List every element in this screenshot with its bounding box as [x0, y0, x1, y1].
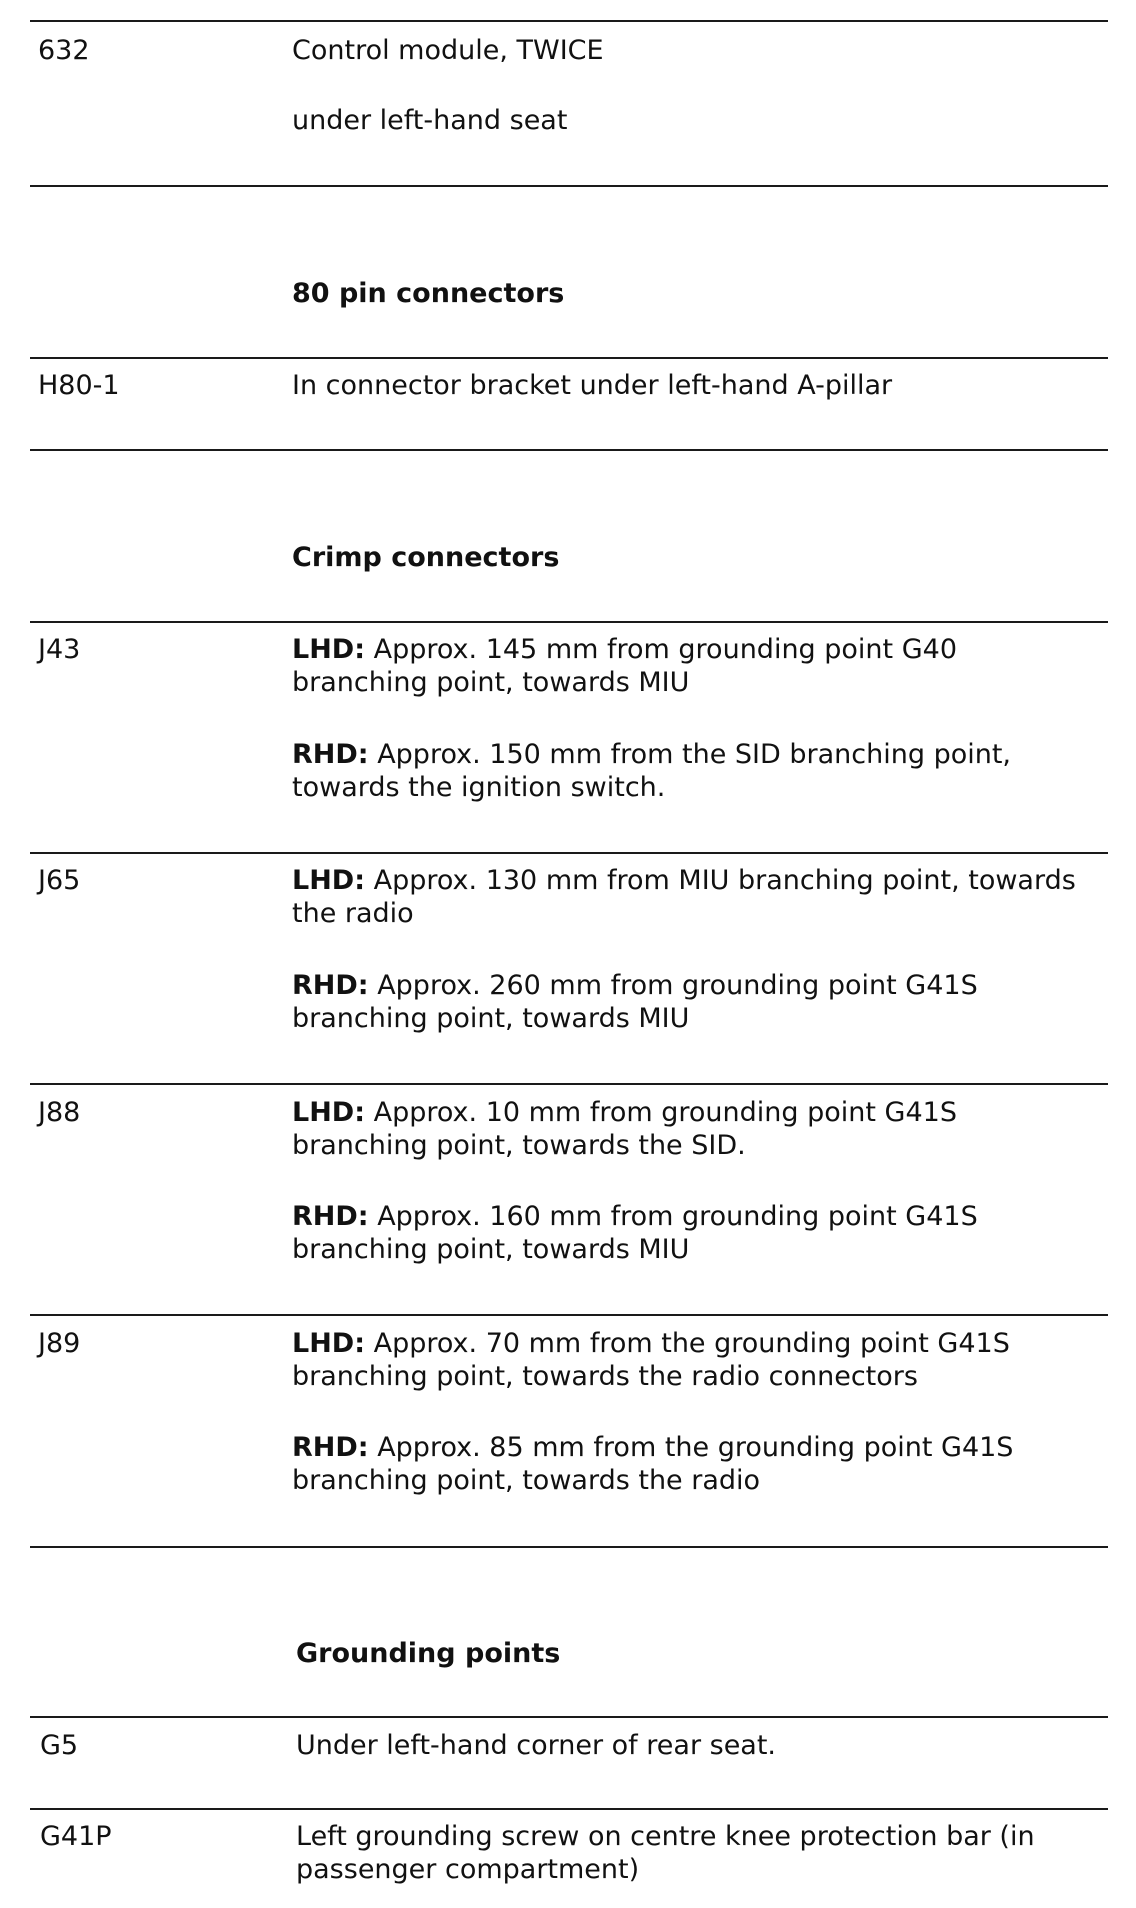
component-location: Left grounding screw on centre knee protection bar (in passenger compartment) — [296, 1821, 1035, 1885]
lhd-label: LHD: — [292, 865, 366, 896]
lhd-location — [292, 1096, 1092, 1162]
row-divider — [30, 1083, 1108, 1085]
component-code: J43 — [38, 634, 81, 665]
row-divider — [30, 1314, 1108, 1316]
rhd-location — [292, 969, 1092, 1035]
rhd-text: Approx. 160 mm from grounding point G41S branching point, towards MIU — [292, 1201, 978, 1265]
lhd-text: Approx. 145 mm from grounding point G40 branching point, towards MIU — [292, 634, 957, 698]
component-code: J89 — [38, 1328, 81, 1359]
lhd-location — [292, 864, 1092, 930]
row-divider — [30, 1546, 1108, 1548]
row-divider — [30, 20, 1108, 22]
rhd-location — [292, 1200, 1092, 1266]
lhd-text: Approx. 70 mm from the grounding point G41S branching point, towards the radio connectors — [292, 1328, 1010, 1392]
rhd-text: Approx. 260 mm from grounding point G41S branching point, towards MIU — [292, 970, 978, 1034]
row-divider — [30, 1808, 1108, 1810]
component-code: J65 — [38, 865, 81, 896]
row-divider — [30, 621, 1108, 623]
row-divider — [30, 449, 1108, 451]
lhd-location — [292, 633, 1092, 699]
rhd-text: Approx. 85 mm from the grounding point G41S branching point, towards the radio — [292, 1432, 1014, 1496]
lhd-label: LHD: — [292, 1097, 366, 1128]
component-description: Control module, TWICE — [292, 35, 604, 66]
rhd-text: Approx. 150 mm from the SID branching point, towards the ignition switch. — [292, 739, 1012, 803]
row-divider — [30, 185, 1108, 187]
row-divider — [30, 1716, 1108, 1718]
component-location: under left-hand seat — [292, 105, 568, 136]
rhd-location — [292, 738, 1092, 804]
rhd-label: RHD: — [292, 739, 369, 770]
rhd-label: RHD: — [292, 1201, 369, 1232]
section-heading: Grounding points — [296, 1638, 561, 1669]
component-code: 632 — [38, 35, 90, 66]
component-code: J88 — [38, 1097, 81, 1128]
component-code: G41P — [40, 1821, 112, 1852]
lhd-label: LHD: — [292, 1328, 366, 1359]
component-code: H80-1 — [38, 370, 120, 401]
lhd-text: Approx. 130 mm from MIU branching point, towards the radio — [292, 865, 1076, 929]
rhd-label: RHD: — [292, 970, 369, 1001]
component-code: G5 — [40, 1730, 79, 1761]
lhd-location — [292, 1327, 1092, 1393]
component-location: Under left-hand corner of rear seat. — [296, 1730, 777, 1761]
lhd-label: LHD: — [292, 634, 366, 665]
row-divider — [30, 852, 1108, 854]
row-divider — [30, 357, 1108, 359]
component-location: In connector bracket under left-hand A-pillar — [292, 370, 893, 401]
lhd-text: Approx. 10 mm from grounding point G41S branching point, towards the SID. — [292, 1097, 957, 1161]
section-heading: Crimp connectors — [292, 542, 560, 573]
rhd-label: RHD: — [292, 1432, 369, 1463]
section-heading: 80 pin connectors — [292, 278, 565, 309]
rhd-location — [292, 1431, 1092, 1497]
